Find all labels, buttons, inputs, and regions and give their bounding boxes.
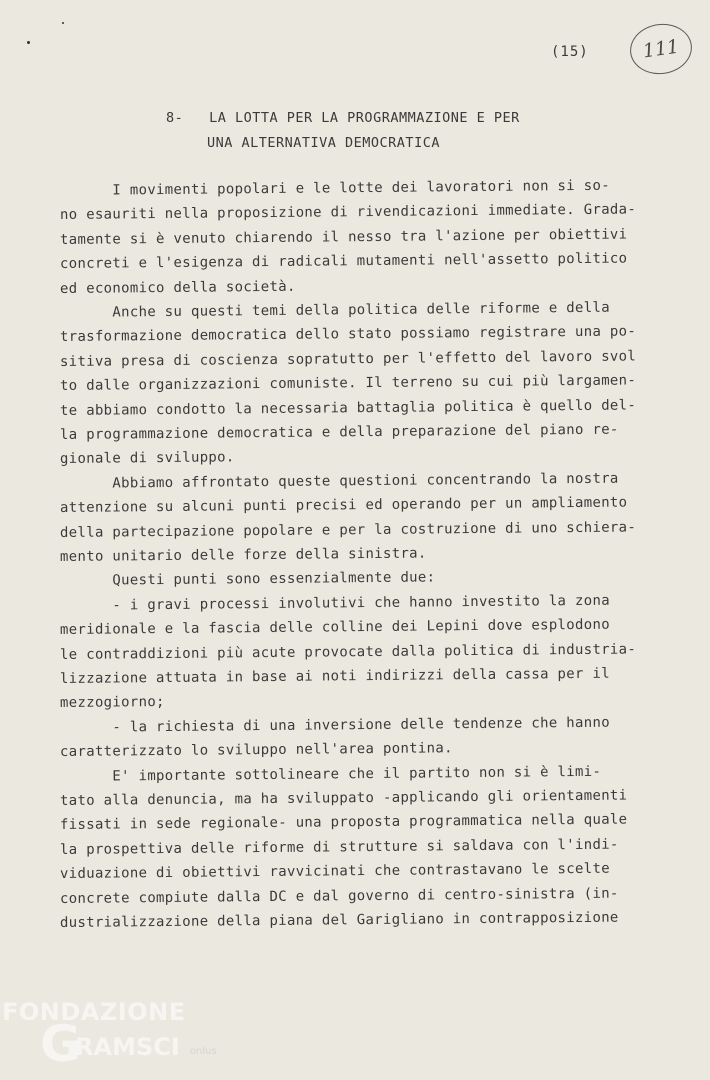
- text-line: ed economico della società.: [59, 278, 296, 297]
- text-line: - i gravi processi involutivi che hanno investito la zona: [59, 592, 610, 614]
- text-line: tato alla denuncia, ma ha sviluppato -applicando gli orientamenti: [59, 787, 628, 809]
- watermark-line-2: [40, 1015, 217, 1073]
- text-line: Anche su questi temi della politica delle riforme e della: [59, 299, 610, 321]
- section-heading-line-2: UNA ALTERNATIVA DEMOCRATICA: [207, 135, 440, 151]
- text-line: attenzione su alcuni punti precisi ed operando per un ampliamento: [59, 494, 628, 517]
- text-line: della partecipazione popolare e per la costruzione di uno schiera-: [59, 519, 637, 541]
- text-line: caratterizzato lo sviluppo nell'area pontina.: [59, 740, 453, 761]
- watermark-line-1: FONDAZIONE: [2, 998, 186, 1026]
- text-line: concreti e l'esigenza di radicali mutamenti nell'assetto politico: [59, 250, 628, 273]
- text-line: la programmazione democratica e della preparazione del piano re-: [59, 421, 619, 443]
- text-line: viduazione di obiettivi ravvicinati che contrastavano le scelte: [59, 860, 610, 883]
- section-heading-line-1: 8- LA LOTTA PER LA PROGRAMMAZIONE E PER: [166, 110, 520, 126]
- text-line: Questi punti sono essenzialmente due:: [59, 569, 436, 590]
- text-line: no esauriti nella proposizione di rivendicazioni immediate. Grada-: [59, 201, 637, 224]
- text-line: to dalle organizzazioni comuniste. Il terreno su cui più largamen-: [59, 372, 637, 395]
- text-line: tamente si è venuto chiarendo il nesso tra l'azione per obiettivi: [59, 226, 628, 248]
- text-line: lizzazione attuata in base ai noti indirizzi della cassa per il: [59, 665, 610, 687]
- watermark-suffix: onlus: [189, 1046, 217, 1057]
- text-line: mezzogiorno;: [59, 694, 165, 712]
- text-line: la prospettiva delle riforme di strutture si saldava con l'indi-: [59, 836, 619, 858]
- text-line: te abbiamo condotto la necessaria battaglia politica è quello del-: [59, 397, 637, 419]
- text-line: trasformazione democratica dello stato possiamo registrare una po-: [59, 323, 637, 346]
- text-line: E' importante sottolineare che il partito non si è limi-: [59, 763, 602, 785]
- text-line: meridionale e la fascia delle colline dei Lepini dove esplodono: [59, 616, 610, 639]
- text-line: I movimenti popolari e le lotte dei lavoratori non si so-: [59, 177, 610, 199]
- page-number: (15): [551, 44, 589, 60]
- archive-stamp: 111: [627, 20, 695, 78]
- text-line: - la richiesta di una inversione delle tendenze che hanno: [59, 714, 610, 736]
- text-line: sitiva presa di coscienza sopratutto per l'effetto del lavoro svol: [59, 348, 637, 370]
- ink-speck: [62, 22, 64, 24]
- text-line: fissati in sede regionale- una proposta programmatica nella quale: [59, 811, 628, 834]
- text-line: dustrializzazione della piana del Garigliano in contrapposizione: [59, 909, 619, 931]
- fondazione-gramsci-watermark: [2, 998, 217, 1073]
- text-line: mento unitario delle forze della sinistra.: [59, 545, 427, 565]
- text-line: concrete compiute dalla DC e dal governo di centro-sinistra (in-: [59, 885, 619, 907]
- watermark-name: RAMSCI: [75, 1033, 180, 1061]
- watermark-initial: G: [40, 1015, 82, 1073]
- text-line: Abbiamo affrontato queste questioni concentrando la nostra: [59, 470, 619, 492]
- ink-speck: [27, 41, 30, 44]
- text-line: le contraddizioni più acute provocate dalla politica di industria-: [59, 641, 637, 663]
- text-line: gionale di sviluppo.: [59, 449, 235, 468]
